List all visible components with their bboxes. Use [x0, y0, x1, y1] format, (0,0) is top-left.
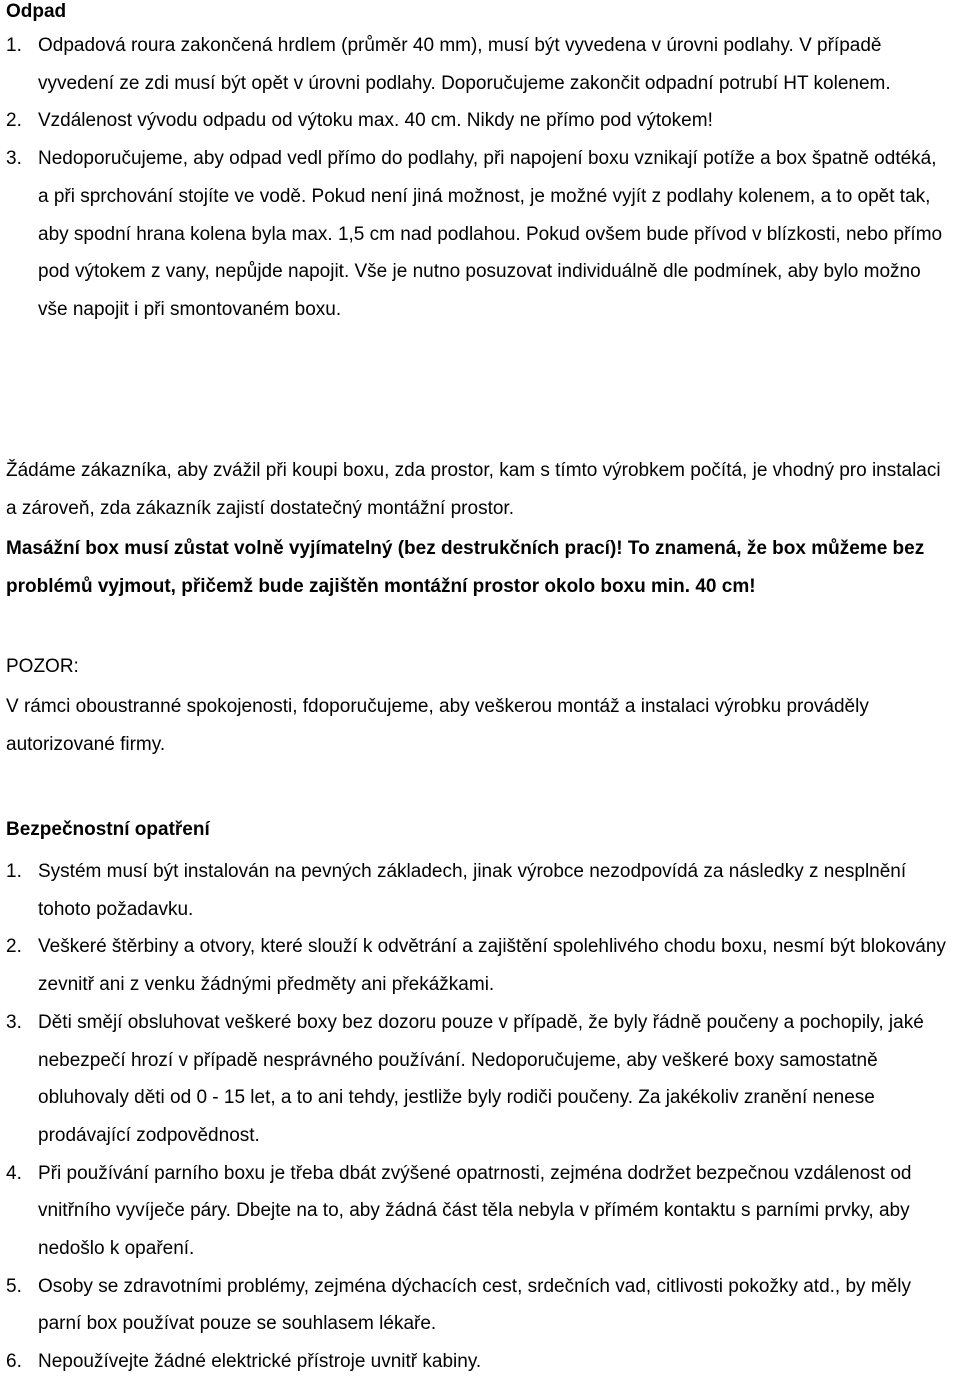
list-item-number: 6. — [6, 1351, 22, 1373]
customer-request-paragraph: Žádáme zákazníka, aby zvážil při koupi boxu, zda prostor, kam s tímto výrobkem počítá, je vhodný pro instalaci a zároveň, zda zákazník zajistí dostatečný montážní prostor. — [6, 460, 941, 519]
list-item-text: Systém musí být instalován na pevných základech, jinak výrobce nezodpovídá za následky z nesplnění tohoto požadavku. — [38, 861, 907, 920]
list-item — [6, 1268, 946, 1343]
list-item — [6, 1155, 946, 1268]
list-item-number: 4. — [6, 1162, 22, 1184]
section-title-waste: Odpad — [6, 1, 67, 22]
list-item-number: 2. — [6, 936, 22, 958]
list-item-number: 2. — [6, 110, 22, 132]
list-item — [6, 102, 946, 140]
list-item-text: Děti smějí obsluhovat veškeré boxy bez dozoru pouze v případě, že byly řádně poučeny a pochopily, jaké nebezpečí hrozí v případě nesprávného používání. Nedoporučujeme, aby veškeré boxy samostatně obluhovaly děti od 0 - 15 let, a to ani tehdy, jestliže byly rodiči poučeny. Za jakékoliv zranění nenese prodávající zodpovědnost. — [38, 1011, 924, 1146]
list-item-text: Odpadová roura zakončená hrdlem (průměr 40 mm), musí být vyvedena v úrovni podlahy. V případě vyvedení ze zdi musí být opět v úrovni podlahy. Doporučujeme zakončit odpadní potrubí HT kolenem. — [38, 35, 891, 94]
list-item-number: 1. — [6, 35, 22, 56]
list-item-text: Vzdálenost vývodu odpadu od výtoku max. 40 cm. Nikdy ne přímo pod výtokem! — [38, 110, 713, 132]
list-item — [6, 1004, 946, 1155]
list-item-number: 3. — [6, 148, 22, 170]
safety-list — [6, 853, 946, 1381]
list-item — [6, 27, 946, 102]
list-item — [6, 853, 946, 928]
list-item-text: Veškeré štěrbiny a otvory, které slouží k odvětrání a zajištění spolehlivého chodu boxu, nesmí být blokovány zevnitř ani z venku žádnými předměty ani překážkami. — [38, 936, 946, 996]
waste-list — [6, 27, 946, 329]
list-item — [6, 1343, 946, 1381]
list-item-number: 3. — [6, 1011, 22, 1033]
warning-paragraph: V rámci oboustranné spokojenosti, fdoporučujeme, aby veškerou montáž a instalaci výrobku prováděly autorizované firmy. — [6, 696, 869, 755]
list-item-text: Nedoporučujeme, aby odpad vedl přímo do podlahy, při napojení boxu vznikají potíže a box špatně odtéká, a při sprchování stojíte ve vodě. Pokud není jiná možnost, je možné vyjít z podlahy kolenem, a to opět tak, aby spodní hrana kolena byla max. 1,5 cm nad podlahou. Pokud ovšem bude přívod v blízkosti, nebo přímo pod výtokem z vany, nepůjde napojit. Vše je nutno posuzovat individuálně dle podmínek, aby bylo možno vše napojit i při smontovaném boxu. — [38, 148, 943, 320]
section-title-safety: Bezpečnostní opatření — [6, 819, 210, 840]
list-item-number: 5. — [6, 1275, 22, 1297]
list-item-number: 1. — [6, 861, 22, 882]
list-item-text: Nepoužívejte žádné elektrické přístroje uvnitř kabiny. — [38, 1351, 482, 1373]
removable-notice-paragraph: Masážní box musí zůstat volně vyjímatelný (bez destrukčních prací)! To znamená, že box můžeme bez problémů vyjmout, přičemž bude zajištěn montážní prostor okolo boxu min. 40 cm! — [6, 538, 925, 597]
warning-label: POZOR: — [6, 656, 79, 677]
list-item-text: Při používání parního boxu je třeba dbát zvýšené opatrnosti, zejména dodržet bezpečnou vzdálenost od vnitřního vyvíječe páry. Dbejte na to, aby žádná část těla nebyla v přímém kontaktu s parními prvky, aby nedošlo k opaření. — [38, 1162, 912, 1260]
list-item — [6, 928, 946, 1003]
list-item — [6, 140, 946, 329]
list-item-text: Osoby se zdravotními problémy, zejména dýchacích cest, srdečních vad, citlivosti pokožky atd., by měly parní box používat pouze se souhlasem lékaře. — [38, 1275, 911, 1335]
